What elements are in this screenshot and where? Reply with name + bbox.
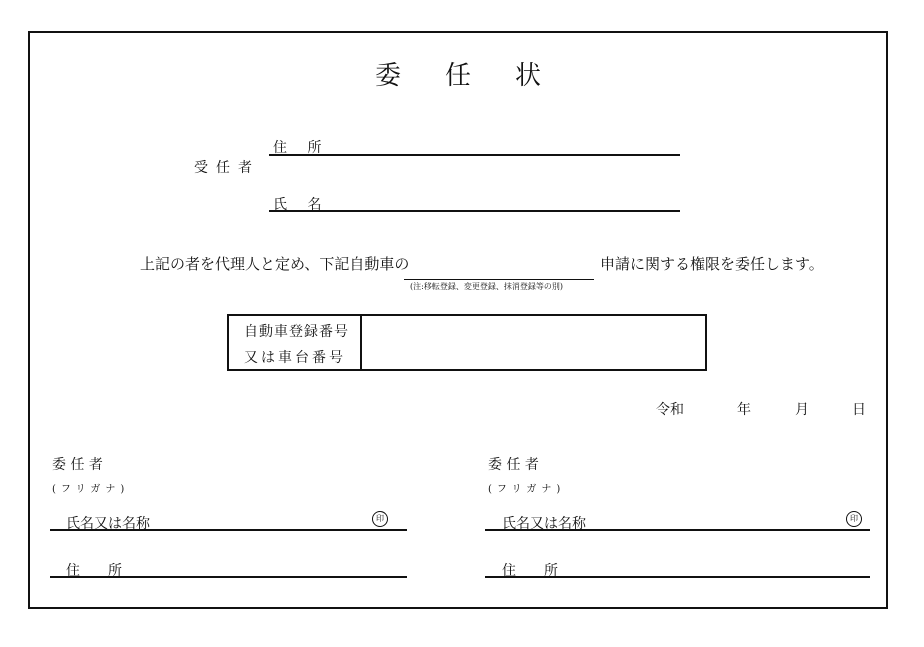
- delegator-name-label: 氏名又は名称: [66, 516, 150, 532]
- statement-after: 申請に関する権限を委任します。: [600, 255, 824, 273]
- delegator-address-label: 住 所: [502, 563, 558, 579]
- delegator-name-line[interactable]: [50, 529, 407, 531]
- delegator-address-line[interactable]: [50, 576, 407, 578]
- title-char: 任: [444, 61, 471, 91]
- seal-icon: 印: [372, 511, 388, 527]
- delegator-address-label: 住 所: [66, 563, 122, 579]
- trustee-name-line[interactable]: [269, 210, 680, 212]
- delegator-heading: 委 任 者: [488, 457, 539, 473]
- date-year: 年: [737, 402, 751, 418]
- vehicle-number-field[interactable]: [362, 316, 705, 369]
- vehicle-number-box: [227, 314, 707, 371]
- date-day: 日: [852, 402, 866, 418]
- date-era: 令和: [656, 402, 684, 418]
- seal-icon: 印: [846, 511, 862, 527]
- delegator-name-label: 氏名又は名称: [502, 516, 586, 532]
- delegator-address-line[interactable]: [485, 576, 870, 578]
- form-title: [30, 55, 886, 92]
- title-char: 委: [374, 61, 401, 91]
- application-type-line[interactable]: [404, 279, 594, 280]
- statement-before: 上記の者を代理人と定め、下記自動車の: [140, 255, 410, 273]
- chassis-number-label: 又は車台番号: [244, 350, 346, 366]
- vehicle-registration-number-label: 自動車登録番号: [244, 324, 349, 340]
- title-char: 状: [515, 61, 542, 91]
- application-type-note: (注:移転登録、変更登録、抹消登録等の別): [410, 282, 563, 291]
- trustee-address-line[interactable]: [269, 154, 680, 156]
- delegator-name-line[interactable]: [485, 529, 870, 531]
- delegator-furigana-label: (フリガナ): [52, 484, 130, 495]
- date-month: 月: [795, 402, 809, 418]
- trustee-address-label: 住 所: [273, 140, 330, 156]
- trustee-label: 受任者: [194, 160, 260, 176]
- trustee-name-label: 氏 名: [273, 197, 330, 213]
- power-of-attorney-form: [28, 31, 888, 609]
- delegator-furigana-label: (フリガナ): [488, 484, 566, 495]
- delegator-heading: 委 任 者: [52, 457, 103, 473]
